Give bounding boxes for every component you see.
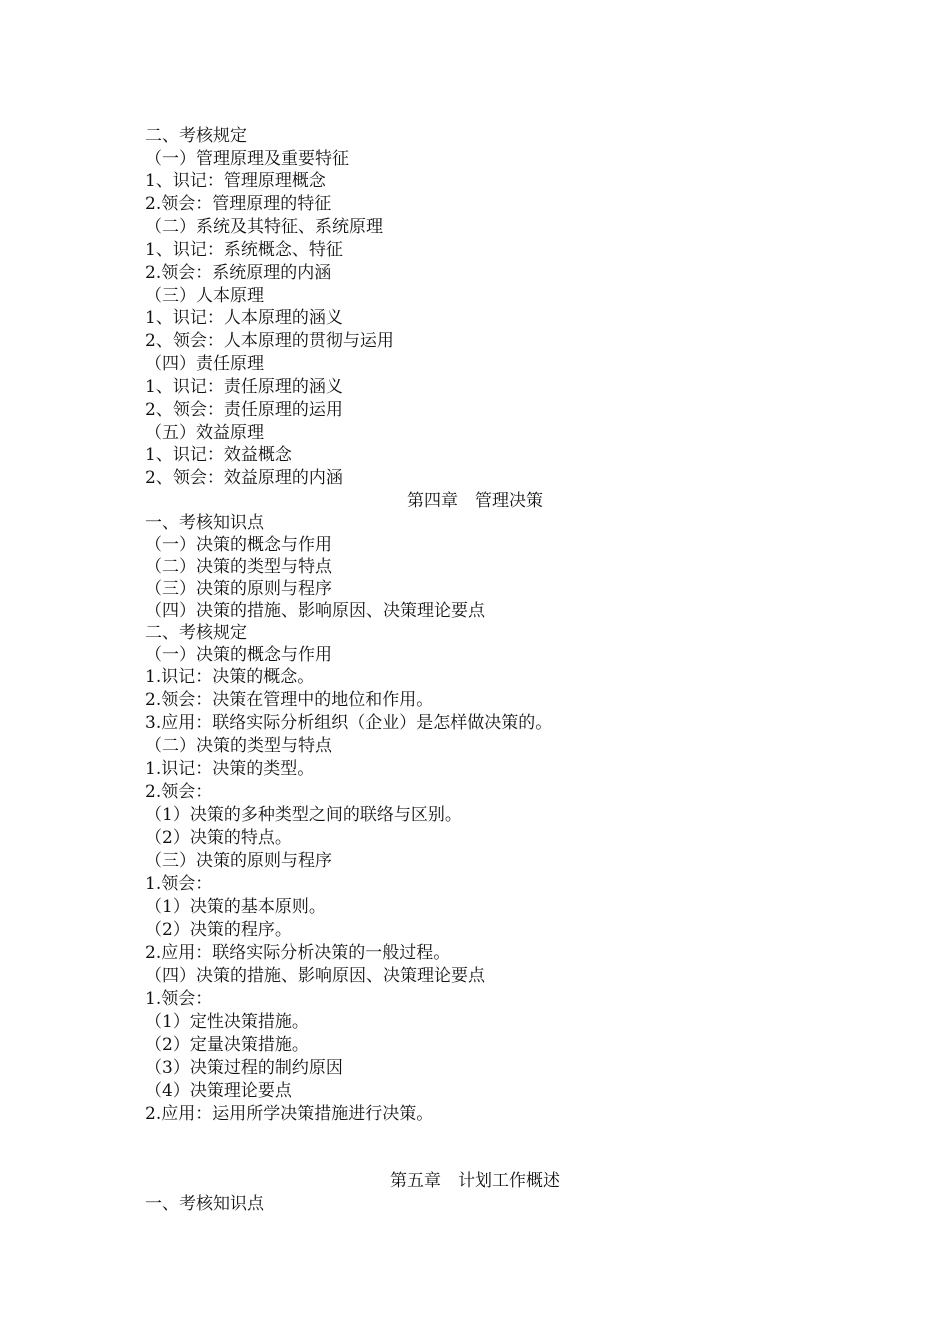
- subsection-heading: （一）决策的概念与作用: [145, 535, 332, 555]
- text-line: 2.应用：联络实际分析决策的一般过程。: [145, 943, 451, 963]
- subsection-heading: （五）效益原理: [145, 423, 264, 443]
- text-line: 2.领会：: [145, 782, 213, 802]
- text-line: 1、识记：管理原理概念: [145, 171, 326, 191]
- text-line: （2）决策的特点。: [145, 828, 292, 848]
- subsection-heading: （三）人本原理: [145, 286, 264, 306]
- subsection-heading: （一）决策的概念与作用: [145, 645, 332, 665]
- subsection-heading: （二）决策的类型与特点: [145, 557, 332, 577]
- subsection-heading: （四）决策的措施、影响原因、决策理论要点: [145, 966, 485, 986]
- section-heading: 二、考核规定: [145, 623, 247, 643]
- subsection-heading: （三）决策的原则与程序: [145, 579, 332, 599]
- text-line: 2.领会：管理原理的特征: [145, 194, 332, 214]
- text-line: （3）决策过程的制约原因: [145, 1058, 343, 1078]
- text-line: 2.应用：运用所学决策措施进行决策。: [145, 1104, 434, 1124]
- text-line: 2、领会：责任原理的运用: [145, 400, 343, 420]
- text-line: 2、领会：人本原理的贯彻与运用: [145, 331, 394, 351]
- chapter-title: 第四章 管理决策: [407, 491, 543, 511]
- text-line: 1、识记：效益概念: [145, 445, 292, 465]
- text-line: 2.领会：决策在管理中的地位和作用。: [145, 690, 434, 710]
- text-line: 2.领会：系统原理的内涵: [145, 263, 332, 283]
- text-line: 1、识记：责任原理的涵义: [145, 377, 343, 397]
- subsection-heading: （二）系统及其特征、系统原理: [145, 217, 383, 237]
- subsection-heading: （四）责任原理: [145, 354, 264, 374]
- text-line: 1.识记：决策的概念。: [145, 667, 315, 687]
- text-line: 2、领会：效益原理的内涵: [145, 468, 343, 488]
- chapter-title: 第五章 计划工作概述: [390, 1171, 560, 1191]
- section-heading: 一、考核知识点: [145, 513, 264, 533]
- subsection-heading: （三）决策的原则与程序: [145, 851, 332, 871]
- text-line: 3.应用：联络实际分析组织（企业）是怎样做决策的。: [145, 713, 553, 733]
- text-line: 1、识记：系统概念、特征: [145, 240, 343, 260]
- text-line: 1.领会：: [145, 874, 213, 894]
- text-line: （1）决策的基本原则。: [145, 897, 326, 917]
- text-line: 1.领会：: [145, 989, 213, 1009]
- text-line: （1）决策的多种类型之间的联络与区别。: [145, 805, 462, 825]
- subsection-heading: （二）决策的类型与特点: [145, 736, 332, 756]
- subsection-heading: （四）决策的措施、影响原因、决策理论要点: [145, 601, 485, 621]
- text-line: （1）定性决策措施。: [145, 1012, 309, 1032]
- section-heading: 二、考核规定: [145, 126, 247, 146]
- text-line: （2）定量决策措施。: [145, 1035, 309, 1055]
- text-line: 1.识记：决策的类型。: [145, 759, 315, 779]
- text-line: （4）决策理论要点: [145, 1081, 292, 1101]
- text-line: 1、识记：人本原理的涵义: [145, 308, 343, 328]
- section-heading: 一、考核知识点: [145, 1194, 264, 1214]
- subsection-heading: （一）管理原理及重要特征: [145, 149, 349, 169]
- text-line: （2）决策的程序。: [145, 920, 292, 940]
